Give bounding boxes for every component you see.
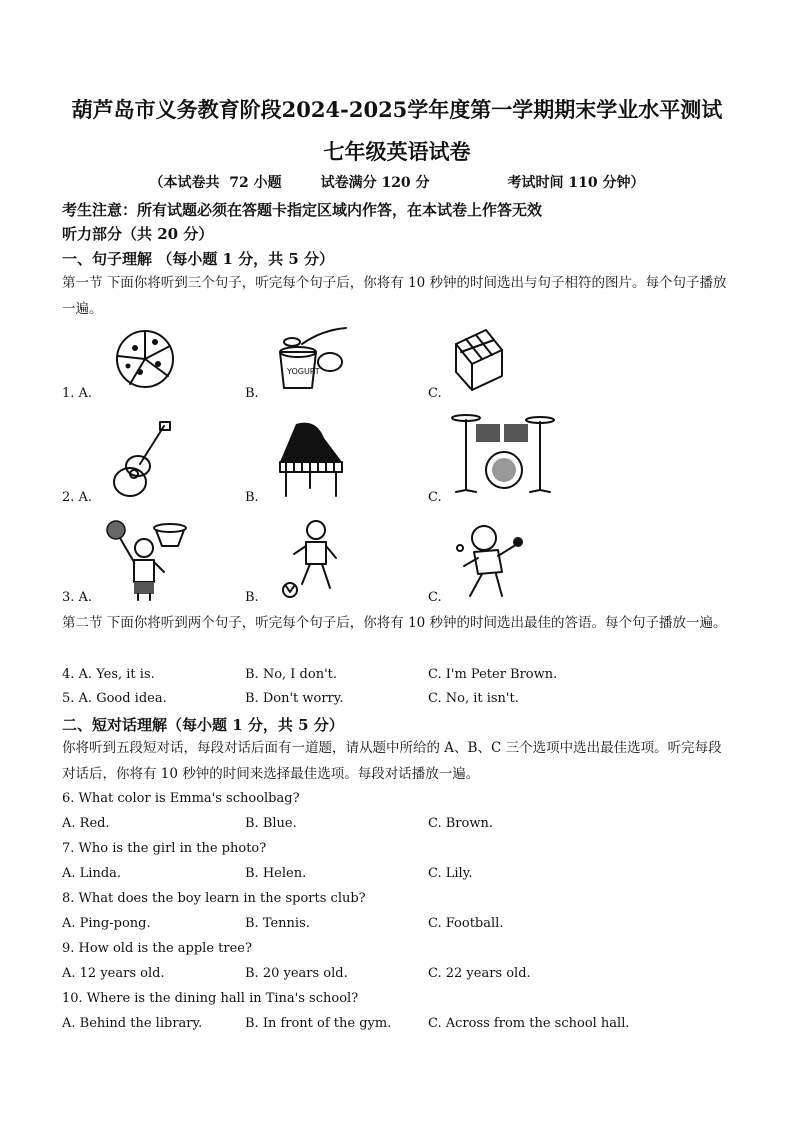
q9-option-c: C. 22 years old.	[428, 966, 531, 981]
yogurt-icon	[272, 322, 352, 394]
q10-option-c: C. Across from the school hall.	[428, 1016, 630, 1031]
section1-intro: 第一节 下面你将听到三个句子，听完每个句子后，你将有 10 秒钟的时间选出与句子相符的图片。每个句子播放一遍。	[62, 275, 727, 317]
q6-option-c: C. Brown.	[428, 816, 493, 831]
chocolate-icon	[446, 326, 510, 394]
q8-text: 8. What does the boy learn in the sports club?	[62, 891, 366, 906]
basketball-player-icon	[104, 518, 188, 602]
soccer-player-icon	[280, 518, 342, 600]
q5-option-b: B. Don't worry.	[245, 691, 344, 706]
q9-option-a: A. 12 years old.	[62, 966, 165, 981]
q3-label-a: 3. A.	[62, 590, 93, 605]
q4-option-b: B. No, I don't.	[245, 667, 338, 682]
q9-text: 9. How old is the apple tree?	[62, 941, 252, 956]
pingpong-player-icon	[456, 520, 526, 600]
q5-option-c: C. No, it isn't.	[428, 691, 519, 706]
q4-option-a: 4. A. Yes, it is.	[62, 667, 155, 682]
section2-intro: 第二节 下面你将听到两个句子，听完每个句子后，你将有 10 秒钟的时间选出最佳的答语。每个句子播放一遍。	[62, 615, 727, 631]
q8-option-a: A. Ping-pong.	[62, 916, 151, 931]
q4-option-c: C. I'm Peter Brown.	[428, 667, 558, 682]
q6-option-b: B. Blue.	[245, 816, 297, 831]
q1-label-b: B.	[245, 386, 259, 401]
drums-icon	[450, 412, 558, 494]
listening-heading: 听力部分（共 20 分）	[62, 225, 214, 243]
q7-option-c: C. Lily.	[428, 866, 473, 881]
part2-intro: 你将听到五段短对话，每段对话后面有一道题，请从题中所给的 A、B、C 三个选项中选出最佳选项。听完每段对话后，你将有 10 秒钟的时间来选择最佳选项。每段对话播放一遍。	[62, 740, 722, 782]
q7-option-a: A. Linda.	[62, 866, 122, 881]
q1-label-c: C.	[428, 386, 442, 401]
q6-option-a: A. Red.	[62, 816, 110, 831]
q8-option-c: C. Football.	[428, 916, 504, 931]
q2-label-b: B.	[245, 490, 259, 505]
exam-subtitle: 七年级英语试卷	[323, 139, 471, 164]
pizza-icon	[110, 328, 180, 390]
q3-label-b: B.	[245, 590, 259, 605]
q10-text: 10. Where is the dining hall in Tina's school?	[62, 991, 359, 1006]
piano-icon	[276, 418, 346, 500]
part2-heading: 二、短对话理解（每小题 1 分，共 5 分）	[62, 716, 344, 734]
q7-text: 7. Who is the girl in the photo?	[62, 841, 267, 856]
q6-text: 6. What color is Emma's schoolbag?	[62, 791, 300, 806]
q5-option-a: 5. A. Good idea.	[62, 691, 167, 706]
exam-title: 葫芦岛市义务教育阶段2024-2025学年度第一学期期末学业水平测试	[71, 97, 723, 122]
q10-option-a: A. Behind the library.	[62, 1016, 203, 1031]
q2-label-c: C.	[428, 490, 442, 505]
guitar-icon	[110, 420, 174, 500]
q8-option-b: B. Tennis.	[245, 916, 310, 931]
part1-heading: 一、句子理解 （每小题 1 分，共 5 分）	[62, 250, 334, 268]
exam-notice: 考生注意：所有试题必须在答题卡指定区域内作答，在本试卷上作答无效	[62, 201, 543, 219]
exam-info: （本试卷共 72 小题 试卷满分 120 分 考试时间 110 分钟）	[149, 175, 645, 191]
q10-option-b: B. In front of the gym.	[245, 1016, 392, 1031]
q3-label-c: C.	[428, 590, 442, 605]
q7-option-b: B. Helen.	[245, 866, 307, 881]
svg-text:YOGURT: YOGURT	[287, 367, 320, 376]
q9-option-b: B. 20 years old.	[245, 966, 348, 981]
q2-label-a: 2. A.	[62, 490, 93, 505]
q1-label-a: 1. A.	[62, 386, 93, 401]
